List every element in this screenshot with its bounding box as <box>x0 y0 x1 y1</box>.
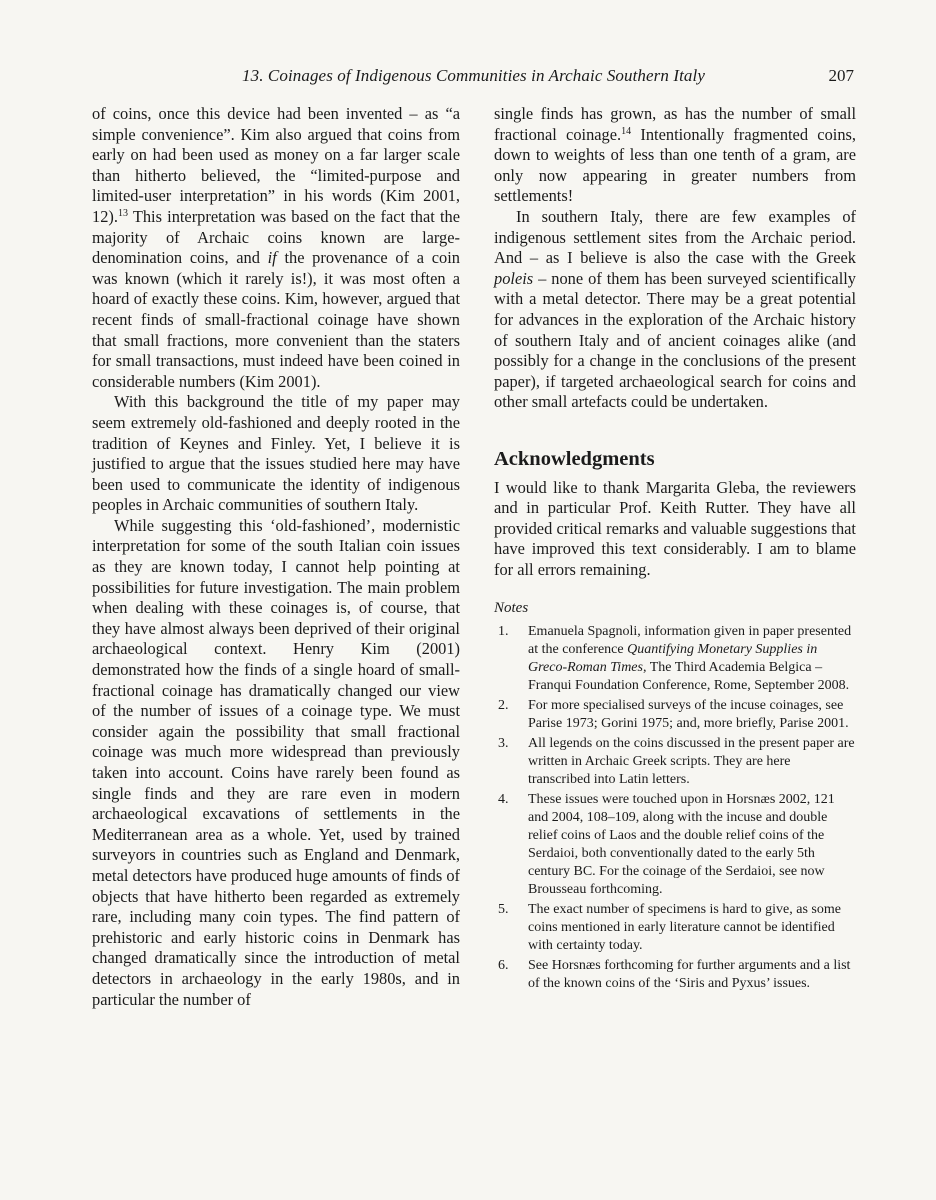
body-paragraph: With this background the title of my paper may seem extremely old-fashioned and deeply rooted in the tradition of Keynes and Finley. Yet, I believe it is justified to argue that the issues studied here may have been used to communicate the identity of indigenous peoples in Archaic communities of southern Italy. <box>92 392 460 515</box>
footnote-ref: 14 <box>621 125 632 137</box>
notes-list <box>494 623 856 993</box>
footnote-ref: 13 <box>117 207 128 219</box>
note-item: 5. The exact number of specimens is hard to give, as some coins mentioned in early literature cannot be identified with certainty today. <box>498 902 841 954</box>
body-paragraph: In southern Italy, there are few examples of indigenous settlement sites from the Archaic period. And – as I believe is also the case with the Greek poleis – none of them has been surveyed scientifically with a metal detector. There may be a great potential for advances in the exploration of the Archaic history of southern Italy and of ancient coinages alike (and possibly for a change in the conclusions of the present paper), if targeted archaeological search for coins and other small artefacts could be undertaken. <box>494 206 856 412</box>
running-header <box>92 66 856 92</box>
body-paragraph: While suggesting this ‘old-fashioned’, modernistic interpretation for some of the south Italian coin issues as they are known today, I cannot help pointing at possibilities for future investigation. The main problem when dealing with these coinages is, of course, that they have almost always been deprived of their original archaeological context. Henry Kim (2001) demonstrated how the finds of a single hoard of small-fractional coinage has dramatically changed our view of the number of issues of a coinage type. We must consider again the possibility that small fractional coinage was much more widespread than previously taken into account. Coins have rarely been found as single finds and they are rare even in modern archaeological excavations of settlements in the Mediterranean area as a whole. Yet, used by trained surveyors in countries such as England and Denmark, metal detectors have produced huge amounts of finds of objects that have hitherto been regarded as extremely rare, including many coin types. The find pattern of prehistoric and early historic coins in Denmark has changed dramatically since the introduction of metal detectors in archaeology in the early 1980s, and in particular the number of <box>92 515 460 1009</box>
note-item: 3. All legends on the coins discussed in the present paper are written in Archaic Greek scripts. They are here transcribed into Latin letters. <box>498 736 855 788</box>
note-item: 4. These issues were touched upon in Horsnæs 2002, 121 and 2004, 108–109, along with the incuse and double relief coins of Laos and the double relief coins of the Serdaioi, both conventionally dated to the early 5th century BC. For the coinage of the Serdaioi, see now Brousseau forthcoming. <box>498 792 835 898</box>
page-number: 207 <box>828 66 854 85</box>
body-paragraph: single finds has grown, as has the number of small fractional coinage.$^{14}$ Intentionally fragmented coins, down to weights of less than one tenth of a gram, are only now appearing in greater numbers from settlements! <box>494 104 856 206</box>
body-paragraph: of coins, once this device had been invented – as “a simple convenience”. Kim also argued that coins from early on had been used as money on a far larger scale than hitherto believed, the “limited-purpose and limited-user interpretation” in his words (Kim 2001, 12).$^{13}$ This interpretation was based on the fact that the majority of Archaic coins known are large-denomination coins, and if the provenance of a coin was known (which it rarely is!), it was most often a hoard of exactly these coins. Kim, however, argued that recent finds of small-fractional coinage have shown that small fractions, more convenient than the staters for small transactions, must indeed have been coined in considerable numbers (Kim 2001). <box>92 104 460 391</box>
running-title: 13. Coinages of Indigenous Communities in Archaic Southern Italy <box>242 66 706 85</box>
note-item: 6. See Horsnæs forthcoming for further arguments and a list of the known coins of the ‘Siris and Pyxus’ issues. <box>498 958 851 992</box>
note-item: 2. For more specialised surveys of the incuse coinages, see Parise 1973; Gorini 1975; and, more briefly, Parise 2001. <box>498 698 849 732</box>
note-item: 1. Emanuela Spagnoli, information given in paper presented at the conference Quantifying Monetary Supplies in Greco-Roman Times, The Third Academia Belgica – Franqui Foundation Conference, Rome, September 2008. <box>498 624 852 694</box>
left-column <box>92 104 460 1010</box>
acknowledgments-text: I would like to thank Margarita Gleba, the reviewers and in particular Prof. Keith Rutter. They have all provided critical remarks and valuable suggestions that have improved this text considerably. I am to blame for all errors remaining. <box>494 477 856 579</box>
right-column <box>494 104 856 995</box>
notes-heading: Notes <box>494 600 529 617</box>
acknowledgments-heading: Acknowledgments <box>494 447 655 470</box>
